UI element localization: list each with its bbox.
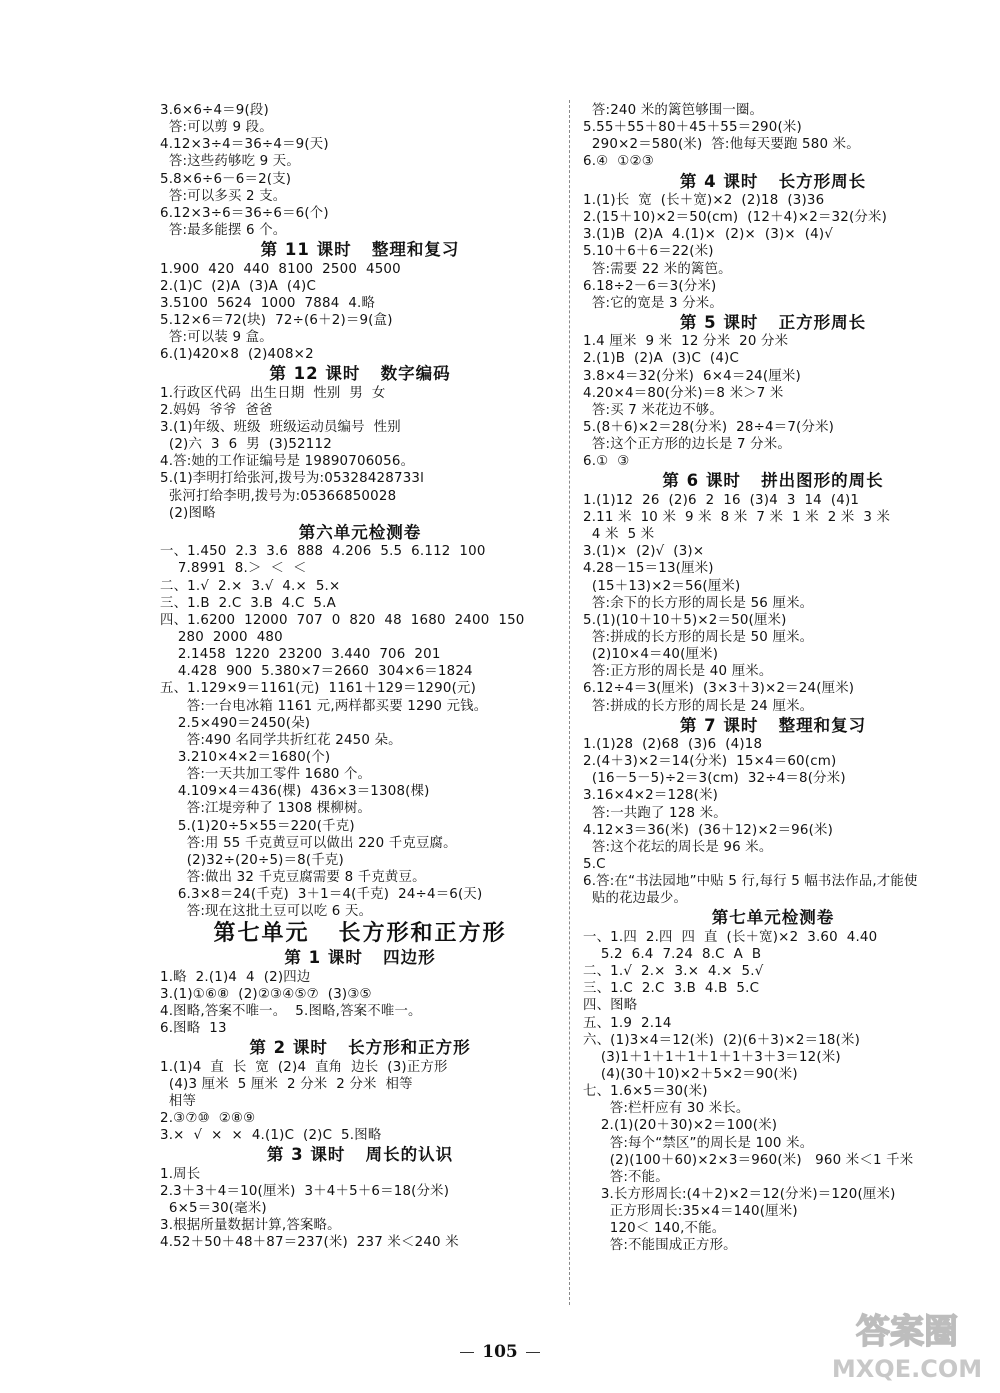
answer-line: 6.① ③ [583,454,630,470]
answer-line: 1.周长 [160,1166,201,1182]
answer-line: 6.12×3÷6＝36÷6＝6(个) [160,205,329,221]
answer-line: 贴的花边最少。 [583,891,688,907]
answer-line: 1.900 420 440 8100 2500 4500 [160,261,401,277]
answer-line: 4.图略,答案不唯一。 5.图略,答案不唯一。 [160,1004,422,1020]
answer-line: 答:栏杆应有 30 米长。 [583,1101,750,1117]
answer-line: 5.(1)20÷5×55＝220(千克) [160,818,355,834]
answer-line: 答:正方形的周长是 40 厘米。 [583,664,773,680]
answer-line: 答:现在这批土豆可以吃 6 天。 [160,904,373,920]
answer-line: 2.(1)(20＋30)×2＝100(米) [583,1118,778,1134]
section-heading: 第 7 课时 整理和复习 [679,715,867,735]
answer-line: 2.(15＋10)×2＝50(cm) (12＋4)×2＝32(分米) [583,210,888,226]
answer-line: 3.210×4×2＝1680(个) [160,749,331,765]
answer-line: 6.④ ①②③ [583,154,654,170]
answer-line: 3.(1)× (2)√ (3)× [583,544,705,560]
answer-line: 2.③⑦⑩ ②⑧⑨ [160,1111,256,1127]
answer-line: 四、1.6200 12000 707 0 820 48 1680 2400 150 [160,612,525,628]
section-heading: 第 5 课时 正方形周长 [679,312,867,332]
answer-line: 5.(8＋6)×2＝28(分米) 28÷4＝7(分米) [583,420,835,436]
answer-line: 答:江堤旁种了 1308 棵柳树。 [160,801,372,817]
answer-line: 1.行政区代码 出生日期 性别 男 女 [160,385,386,401]
section-heading: 第 1 课时 四边形 [284,948,436,968]
page-number-text: 105 [482,1342,518,1362]
answer-line: 答:拼成的长方形的周长是 24 厘米。 [583,698,814,714]
answer-line: (3)1＋1＋1＋1＋1＋1＋3＋3＝12(米) [583,1049,841,1065]
answer-line: 4.52＋50＋48＋87＝237(米) 237 米＜240 米 [160,1235,459,1251]
answer-line: (2)(100＋60)×2×3＝960(米) 960 米＜1 千米 [583,1152,914,1168]
answer-line: 5.2 6.4 7.24 8.C A B [583,947,762,962]
right-column [583,102,963,1255]
answer-line: 正方形周长:35×4＝140(厘米) [583,1204,798,1220]
answer-line: 1.(1)4 直 长 宽 (2)4 直角 边长 (3)正方形 [160,1059,448,1075]
answer-line: 1.(1)长 宽 (长＋宽)×2 (2)18 (3)36 [583,192,825,208]
answer-line: (2)六 3 6 男 (3)52112 [160,437,332,453]
answer-line: 5.C [583,857,606,873]
answer-line: 3.(1)年级、班级 班级运动员编号 性别 [160,420,401,436]
answer-line: 二、1.√ 2.× 3.× 4.× 5.√ [583,964,764,980]
answer-line: 7.8991 8.＞ ＜ ＜ [160,561,307,577]
answer-line: 答:用 55 千克黄豆可以做出 220 千克豆腐。 [160,835,457,851]
answer-line: 4.答:她的工作证编号是 19890706056。 [160,454,415,470]
answer-line: 3.6×6÷4＝9(段) [160,103,269,118]
answer-line: 5.(1)李明打给张河,拨号为:05328428733l [160,471,425,487]
section-heading: 第七单元检测卷 [711,908,835,928]
answer-line: 三、1.B 2.C 3.B 4.C 5.A [160,595,336,611]
answer-line: 张河打给李明,拨号为:05366850028 [160,488,397,504]
answer-line: 4.20×4＝80(分米)＝8 米＞7 米 [583,385,784,401]
answer-line: 1.(1)12 26 (2)6 2 16 (3)4 3 14 (4)1 [583,492,860,508]
answer-line: 答:不能。 [583,1169,669,1185]
answer-line: (2)图略 [160,505,216,521]
answer-line: 1.(1)28 (2)68 (3)6 (4)18 [583,737,763,753]
answer-line: (4)3 厘米 5 厘米 2 分米 2 分米 相等 [160,1076,413,1092]
answer-line: 5.10＋6＋6＝22(米) [583,244,714,260]
answer-line: 2.(1)C (2)A (3)A (4)C [160,278,317,294]
answer-line: 相等 [160,1093,197,1109]
answer-line: 答:最多能摆 6 个。 [160,222,287,238]
answer-line: 答:这个正方形的边长是 7 分米。 [583,437,791,453]
answer-line: 一、1.四 2.四 四 直 (长＋宽)×2 3.60 4.40 [583,929,878,945]
answer-line: 6×5＝30(毫米) [160,1201,267,1217]
watermark-logo [832,1305,982,1385]
answer-line: 6.3×8＝24(千克) 3＋1＝4(千克) 24÷4＝6(天) [160,887,483,903]
answer-line: 6.18÷2－6＝3(分米) [583,278,717,294]
answer-line: 5.55＋55＋80＋45＋55＝290(米) [583,120,802,136]
answer-line: 五、1.129×9＝1161(元) 1161＋129＝1290(元) [160,681,477,697]
answer-line: 答:这些药够吃 9 天。 [160,154,300,170]
answer-line: 一、1.450 2.3 3.6 888 4.206 5.5 6.112 100 [160,544,486,560]
answer-line: 答:可以多买 2 支。 [160,188,287,204]
answer-line: 3.16×4×2＝128(米) [583,788,719,804]
answer-line: 4.28－15＝13(厘米) [583,561,714,577]
answer-line: 4.12×3÷4＝36÷4＝9(天) [160,137,329,153]
answer-line: 6.图略 13 [160,1021,227,1037]
answer-line: 1.略 2.(1)4 4 (2)四边 [160,969,311,985]
answer-line: 答:一天共加工零件 1680 个。 [160,767,372,783]
answer-line: 答:每个“禁区”的周长是 100 米。 [583,1135,814,1151]
answer-line: 4.12×3＝36(米) (36＋12)×2＝96(米) [583,822,834,838]
answer-line: 答:做出 32 千克豆腐需要 8 千克黄豆。 [160,869,426,885]
answer-line: 5.12×6＝72(块) 72÷(6＋2)＝9(盒) [160,312,393,328]
section-heading: 第 11 课时 整理和复习 [260,240,460,260]
answer-line: 2.(4＋3)×2＝14(分米) 15×4＝60(cm) [583,754,837,770]
answer-line: 答:买 7 米花边不够。 [583,402,723,418]
answer-line: 5.(1)(10＋10＋5)×2＝50(厘米) [583,612,787,628]
answer-line: 5.8×6÷6－6＝2(支) [160,171,292,187]
answer-line: (2)32÷(20÷5)＝8(千克) [160,852,344,868]
answer-line: 3.× √ × × 4.(1)C (2)C 5.图略 [160,1128,382,1144]
answer-line: 五、1.9 2.14 [583,1015,672,1031]
answer-line: (4)(30＋10)×2＋5×2＝90(米) [583,1066,798,1082]
answer-line: 答:一共跑了 128 米。 [583,805,727,821]
column-divider [569,100,570,1305]
answer-line: 答:240 米的篱笆够围一圈。 [583,103,764,118]
answer-line: 三、1.C 2.C 3.B 4.B 5.C [583,981,760,997]
answer-line: 六、(1)3×4＝12(米) (2)(6＋3)×2＝18(米) [583,1032,861,1048]
answer-line: 答:拼成的长方形的周长是 50 厘米。 [583,629,814,645]
answer-line: 答:490 名同学共折红花 2450 朵。 [160,732,402,748]
answer-line: 4.109×4＝436(棵) 436×3＝1308(棵) [160,784,430,800]
answer-line: 答:不能围成正方形。 [583,1238,737,1254]
answer-line: 答:一台电冰箱 1161 元,两样都买要 1290 元钱。 [160,698,488,714]
answer-line: 2.1458 1220 23200 3.440 706 201 [160,647,441,663]
watermark-bottom-text: MXQE.COM [832,1355,982,1383]
section-heading: 第 12 课时 数字编码 [269,364,451,384]
section-heading: 第六单元检测卷 [298,522,422,542]
answer-line: 1.4 厘米 9 米 12 分米 20 分米 [583,334,789,350]
section-heading: 第 2 课时 长方形和正方形 [249,1038,471,1058]
answer-line: 290×2＝580(米) 答:他每天要跑 580 米。 [583,137,860,153]
answer-line: 3.(1)①⑥⑧ (2)②③④⑤⑦ (3)③⑤ [160,986,372,1002]
answer-line: 答:这个花坛的周长是 96 米。 [583,839,773,855]
answer-line: 6.12÷4＝3(厘米) (3×3＋3)×2＝24(厘米) [583,681,855,697]
answer-line: 120＜ 140,不能。 [583,1221,726,1237]
page-number-dash-right [526,1352,540,1353]
answer-line: 280 2000 480 [160,629,283,645]
answer-line: 3.8×4＝32(分米) 6×4＝24(厘米) [583,368,801,384]
answer-line: (16－5－5)÷2＝3(cm) 32÷4＝8(分米) [583,771,846,787]
answer-line: 答:它的宽是 3 分米。 [583,295,723,311]
answer-line: 2.(1)B (2)A (3)C (4)C [583,351,740,367]
answer-line: 答:余下的长方形的周长是 56 厘米。 [583,595,814,611]
answer-line: 3.根据所量数据计算,答案略。 [160,1218,341,1234]
section-heading: 第 6 课时 拼出图形的周长 [662,471,884,491]
answer-line: 3.长方形周长:(4＋2)×2＝12(分米)＝120(厘米) [583,1186,896,1202]
answer-line: 4.428 900 5.380×7＝2660 304×6＝1824 [160,664,473,680]
answer-line: 3.5100 5624 1000 7884 4.略 [160,295,376,311]
answer-line: (2)10×4＝40(厘米) [583,647,719,663]
answer-line: 七、1.6×5＝30(米) [583,1084,708,1100]
watermark-top-text: 答案圈 [856,1312,958,1352]
answer-line: 2.5×490＝2450(朵) [160,715,311,731]
answer-line: 答:可以剪 9 段。 [160,120,273,136]
section-heading: 第 3 课时 周长的认识 [266,1145,454,1165]
left-column [160,102,560,1252]
answer-line: 6.(1)420×8 (2)408×2 [160,347,314,363]
answer-line: 答:需要 22 米的篱笆。 [583,261,732,277]
answer-line: 2.3＋3＋4＝10(厘米) 3＋4＋5＋6＝18(分米) [160,1183,450,1199]
page-number-dash-left [460,1352,474,1353]
answer-line: 2.妈妈 爷爷 爸爸 [160,402,273,418]
section-heading: 第 4 课时 长方形周长 [679,171,867,191]
answer-line: 4 米 5 米 [583,527,655,543]
answer-line: 6.答:在“书法园地”中贴 5 行,每行 5 幅书法作品,才能使 [583,874,918,890]
answer-line: 四、图略 [583,998,638,1014]
answer-line: 二、1.√ 2.× 3.√ 4.× 5.× [160,578,341,594]
answer-line: 3.(1)B (2)A 4.(1)× (2)× (3)× (4)√ [583,227,834,243]
answer-line: 答:可以装 9 盒。 [160,330,273,346]
answer-line: (15＋13)×2＝56(厘米) [583,578,741,594]
answer-line: 2.11 米 10 米 9 米 8 米 7 米 1 米 2 米 3 米 [583,509,891,525]
section-heading: 第七单元 长方形和正方形 [213,921,507,947]
